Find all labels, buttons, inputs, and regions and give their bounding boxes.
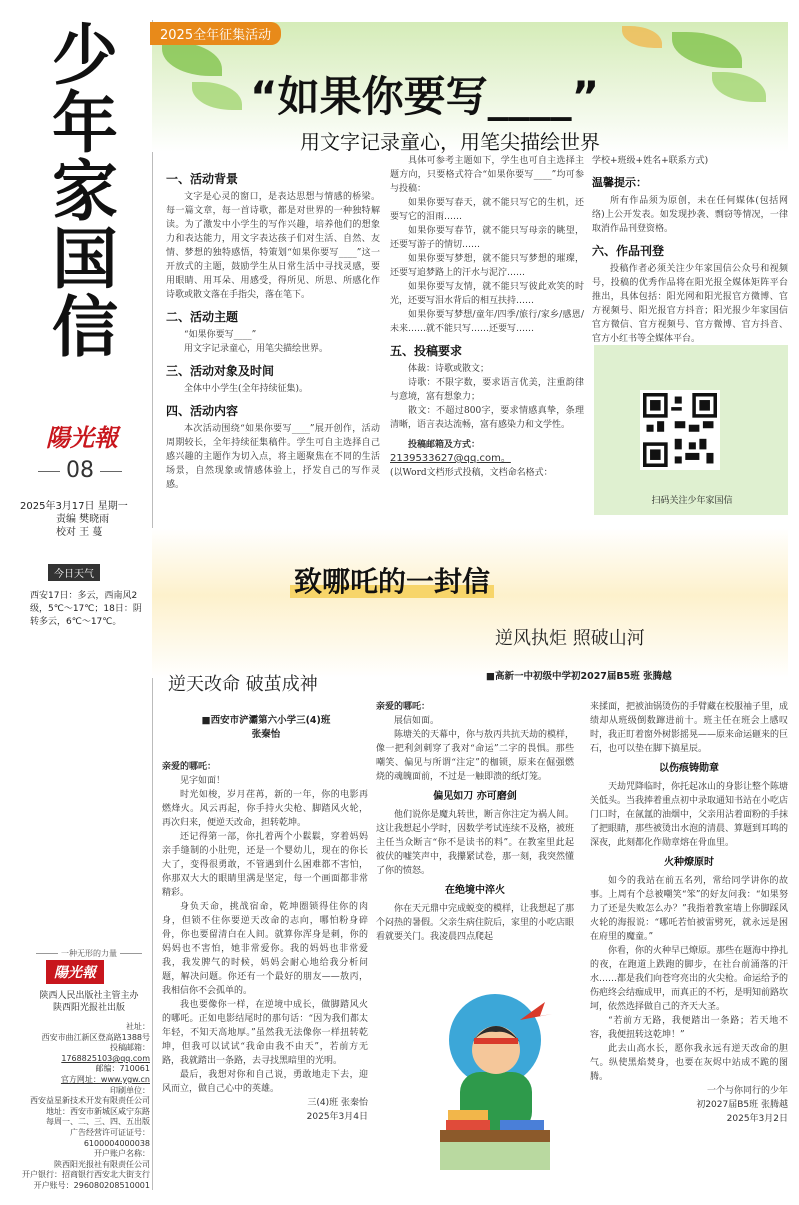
paragraph: 投稿邮箱及方式： (408, 440, 481, 450)
weather-text: 西安17日：多云，西南风2级，5℃～17℃；18日：阴转多云，6℃～17℃。 (30, 591, 142, 627)
sponsor-line: 陕西人民出版社主管主办 (39, 991, 139, 1001)
pub-line: 6100004000038 (83, 1138, 150, 1148)
pub-line: 西安市曲江新区登高路1388号 (41, 1032, 150, 1042)
qr-code[interactable] (640, 390, 720, 470)
paragraph: 如果你要写春天，就不能只写它的生机，还要写它的泪雨…… (390, 198, 584, 222)
masthead-char: 少 (52, 17, 118, 94)
paragraph: 体裁：诗歌或散文； (408, 364, 490, 374)
author-name: 张秦怡 (251, 729, 281, 740)
section-heading: 四、活动内容 (166, 404, 239, 418)
section-heading: 温馨提示： (592, 176, 647, 189)
paragraph: 还记得第一部，你扎着两个小鬏鬏，穿着妈妈亲手缝制的小肚兜，还是一个婴幼儿，现在的你长大了，变得很勇敢，不管遇到什么困难都不害怕，你那双大大的眼睛里满是坚定，每一个画面都非常精彩。 (162, 832, 368, 898)
paragraph: 此去山高水长，愿你我永远有逆天改命的胆气。纵使黑焰焚身，也要在灰烬中站成不跪的图腾。 (590, 1044, 788, 1082)
masthead (40, 17, 130, 366)
paragraph: 身负天命，挑战宿命，乾坤圈锁得住你的肉身，但锁不住你要逆天改命的志向，哪怕粉身碎骨，你也要留清白在人间。就算你浑身是刺，你的妈妈也不害怕，她非常爱你。我的妈妈也非常爱我，我发脾气的时候，妈妈会耐心地给我分析问题，解决问题。你还有一个最好的朋友——敖丙，我相信你不会孤单的。 (162, 902, 368, 996)
pub-email-link[interactable]: 1768825103@qq.com (61, 1053, 150, 1063)
pub-line: 陕西阳光报社有限责任公司 (54, 1159, 150, 1169)
section-heading: 一、活动背景 (166, 172, 239, 186)
paragraph: 陈塘关的天幕中，你与敖丙共抗天劫的模样，像一把利剑刺穿了我对“命运”二字的畏惧。那些嘲笑、偏见与所谓“注定”的枷锁，原来在倔强燃烧的魂魄面前，不过是一触即溃的纸灯笼。 (376, 730, 575, 782)
signature: 初2027届B5班 张腾越 (696, 1100, 788, 1110)
paragraph: 我也要像你一样，在逆境中成长，做脚踏风火的哪吒。正如电影结尾时的那句话：“因为我们都太年轻，不知天高地厚。”虽然我无法像你一样扭转乾坤，但我可以试试“我命由我不由天”，若前方无路，我就踏出一条路，去寻找黑暗里的光明。 (162, 1000, 368, 1066)
sponsor-info (24, 990, 154, 1014)
pub-line: 社址： (126, 1022, 150, 1031)
editor: 责编 樊晓雨 (56, 514, 110, 525)
letter-date: 2025年3月2日 (726, 1114, 788, 1124)
paragraph: 诗歌：不限字数，要求语言优美，注重韵律与意境，富有想象力； (390, 378, 584, 402)
paragraph: 用文字记录童心，用笔尖描绘世界。 (184, 344, 329, 354)
letter-subheading: 在绝境中淬火 (445, 885, 505, 896)
paragraph: 他们说你是魔丸转世，断言你注定为祸人间。这让我想起小学时，因数学考试连续不及格，被班主任当众断言“你不是读书的料”。在教室里此起彼伏的嘘笑声中，我攥紧试卷，那一刻，我突然懂了你的愤怒。 (376, 810, 575, 876)
letter-title-text: 致哪吒的一封信 (290, 565, 494, 598)
section-heading: 三、活动对象及时间 (166, 364, 275, 378)
issue-date: 2025年3月17日 星期一 (20, 501, 128, 512)
newspaper-logo: 陽光報 (46, 423, 118, 452)
paragraph: “若前方无路，我便踏出一条路；若天地不容，我便扭转这乾坤！” (590, 1016, 788, 1040)
leaf-decoration (712, 72, 766, 102)
masthead-char: 信 (52, 289, 118, 366)
section-heading: 五、投稿要求 (390, 344, 463, 358)
article-column-1 (166, 164, 380, 492)
weather-tag: 今日天气 (48, 564, 100, 581)
submission-email-link[interactable]: 2139533627@qq.com。 (390, 453, 511, 464)
issue-info (20, 500, 150, 539)
left-letter-author (166, 714, 366, 742)
left-letter-subtitle: 逆天改命 破茧成神 (168, 674, 318, 695)
paragraph: 来揉面，把被油锅烫伤的手臂藏在校服袖子里，成绩却从班级倒数蹿进前十。班主任在班会上感叹时，我正盯着窗外树影摇晃——原来命运砸来的巨石，也可以垫在脚下搞星辰。 (590, 702, 789, 754)
paragraph: 如今的我站在前五名列，常给同学讲你的故事。上周有个总被嘲笑“笨”的好友问我：“如果努力了还是失败怎么办？”我指着教室墙上你脚踩风火轮的海报说：“哪吒若怕被雷劈死，就永远是困在府里的魔童。” (590, 876, 788, 942)
page-number: 08 (30, 458, 130, 483)
pub-line: 印刷单位： (110, 1085, 150, 1095)
article-column-3 (592, 154, 788, 346)
right-letter-author: ■高新一中初级中学初2027届B5班 张腾越 (486, 671, 672, 682)
left-letter-body (162, 760, 368, 1124)
letter-banner (152, 528, 788, 678)
letter-date: 2025年3月4日 (306, 1112, 368, 1122)
right-letter-subtitle: 逆风执炬 照破山河 (495, 628, 645, 649)
paragraph: “如果你要写____” (184, 330, 257, 340)
slogan: 一种无形的力量 (30, 948, 148, 959)
pub-website-link[interactable]: 官方网址：www.ygw.cn (60, 1074, 150, 1084)
signature: 三(4)班 张秦怡 (307, 1098, 368, 1108)
paragraph: 所有作品须为原创，未在任何媒体(包括网络)上公开发表。如发现抄袭、剽窃等情况，一律取消作品刊登资格。 (592, 196, 788, 234)
article-column-2 (390, 154, 584, 480)
pub-line: 开户银行：招商银行西安北大街支行 (22, 1170, 150, 1180)
pub-line: 开户账号：296080208510001 (33, 1180, 150, 1190)
paragraph: 见字如面！ (180, 776, 226, 786)
sponsor-line: 陕西阳光报社出版 (52, 1003, 125, 1013)
pub-line: 西安益星新技术开发有限责任公司 (30, 1096, 150, 1106)
pub-line: 每周一、二、三、四、五出版 (46, 1117, 150, 1127)
right-letter-body-1 (376, 700, 574, 944)
author-school: ■西安市浐灞第六小学三(4)班 (201, 715, 331, 726)
paragraph: 如果你要写春节，就不能只写母亲的眺望，还要写游子的情切…… (390, 226, 584, 250)
paragraph: 你看，你的火种早已燎原。那些在题海中挣扎的夜，在跑道上跌跑的脚步，在社台前涌落的汗水……都是我们向苍穹亮出的火尖枪。命运给予的伤疤终会结痂成甲，而真正的不朽，是明知前路坎坷，依然选择做自己的齐天大圣。 (590, 946, 789, 1012)
paragraph: 最后，我想对你和自己说，勇敢地走下去，迎风而立，做自己心中的英雄。 (162, 1070, 368, 1094)
headline-title: “如果你要写____” (250, 72, 600, 121)
section-heading: 二、活动主题 (166, 310, 239, 324)
paragraph: 你在天元鼎中完成蜕变的模样，让我想起了那个闷热的暑假。父亲生病住院后，家里的小吃店眼看就要关门。我凌晨四点爬起 (376, 904, 575, 942)
paragraph: 如果你要写友情，就不能只写彼此欢笑的时光，还要写泪水背后的相互扶持…… (390, 282, 584, 306)
pub-line: 地址：西安市新城区咸宁东路 (46, 1106, 150, 1116)
letter-subheading: 火种燎原时 (664, 857, 714, 868)
qr-caption: 扫码关注少年家国信 (651, 496, 733, 506)
section-heading: 六、作品刊登 (592, 244, 665, 258)
signature: 一个与你同行的少年 (706, 1086, 788, 1096)
paragraph: 散文：不超过800字，要求情感真挚，条理清晰，语言表达流畅，富有感染力和文学性。 (390, 406, 584, 430)
leaf-decoration (192, 82, 242, 110)
letter-subheading: 偏见如刀 亦可磨剑 (433, 791, 517, 802)
paragraph: 时光如梭，岁月荏苒，新的一年，你的电影再燃烽火。风云再起，你手持火尖枪、脚踏风火轮，再次归来，便逆天改命，担转乾坤。 (162, 790, 368, 828)
paragraph: 如果你要写梦想/童年/四季/旅行/家乡/感恩/未来……就不能只写……还要写…… (390, 310, 584, 334)
paragraph: 全体中小学生(全年持续征集)。 (184, 384, 309, 394)
newspaper-logo-badge: 陽光報 (46, 960, 104, 984)
pub-line: 投稿邮箱： (110, 1043, 150, 1053)
campaign-badge: 2025全年征集活动 (150, 22, 281, 45)
greeting: 亲爱的哪吒： (162, 762, 217, 772)
paragraph: 投稿作者必须关注少年家国信公众号和视频号，投稿的优秀作品将在阳光报全媒体矩阵平台推出，具体包括：阳光网和阳光报官方微博、官方视频号、阳光报官方抖音；阳光报少年家国信官方微信、官方视频号、官方微博、官方抖音、官方小红书等全媒体平台。 (592, 264, 788, 344)
student-reading-illustration (420, 980, 570, 1180)
paragraph: 本次活动围绕“如果你要写____”展开创作，活动周期较长，全年持续征集稿件。学生可自主选择自己感兴趣的主题作为切入点，将主题聚焦在不同的生活场景，自然现象或情感体验上，抒发自己的写作灵感。 (166, 424, 380, 490)
greeting: 亲爱的哪吒： (376, 702, 431, 712)
paragraph: 具体可参考主题如下，学生也可自主选择主题方向，只要格式符合“如果你要写____”均可参与投稿： (390, 156, 584, 194)
paragraph: 展信如面。 (394, 716, 440, 726)
masthead-char: 年 (52, 85, 118, 162)
pub-line: 邮编：710061 (95, 1064, 150, 1074)
headline-subtitle: 用文字记录童心，用笔尖描绘世界 (300, 130, 600, 154)
paragraph: 天劫咒降临时，你托起冰山的身影让整个陈塘关低头。当我捧着重点初中录取通知书站在小吃店门口时，在氤氲的油烟中，父亲用沾着面粉的手抹了把眼睛，那些被烫出水泡的清晨、算题到耳鸣的深夜，此刻都化作勋章熔在骨血里。 (590, 782, 789, 848)
leaf-decoration (162, 42, 222, 76)
leaf-decoration (622, 26, 662, 48)
paragraph: 如果你要写梦想，就不能只写梦想的璀璨，还要写追梦路上的汗水与泥泞…… (390, 254, 584, 278)
proofreader: 校对 王 蔓 (56, 527, 103, 538)
publisher-info (20, 1022, 150, 1192)
letter-section-title (290, 560, 494, 600)
right-letter-body-2 (590, 700, 788, 1126)
pub-line: 广告经营许可证证号： (70, 1127, 150, 1137)
letter-subheading: 以伤痕铸勋章 (659, 763, 719, 774)
masthead-char: 家 (52, 153, 118, 230)
paragraph: 文字是心灵的窗口，是表达思想与情感的桥梁。每一篇文章，每一首诗歌，都是对世界的一种独特解读。为了激发中小学生的写作兴趣，培养他们的想象力和表达能力，用文字表达孩子们对生活、自然、友情、梦想的独特感悟，特策划“如果你要写____”这一开放式的主题，鼓励学生从日常生活中寻找灵感，要用眼睛、用耳朵、用感受，得所见、所思、所感化作诗歌或散文落在手指尖，落在笔下。 (166, 192, 380, 300)
paragraph: 学校+班级+姓名+联系方式) (592, 156, 709, 166)
paragraph: (以Word文档形式投稿，文档命名格式： (390, 468, 553, 478)
masthead-char: 国 (52, 221, 118, 298)
pub-line: 开户账户名称： (94, 1149, 150, 1159)
leaf-decoration (672, 32, 742, 68)
